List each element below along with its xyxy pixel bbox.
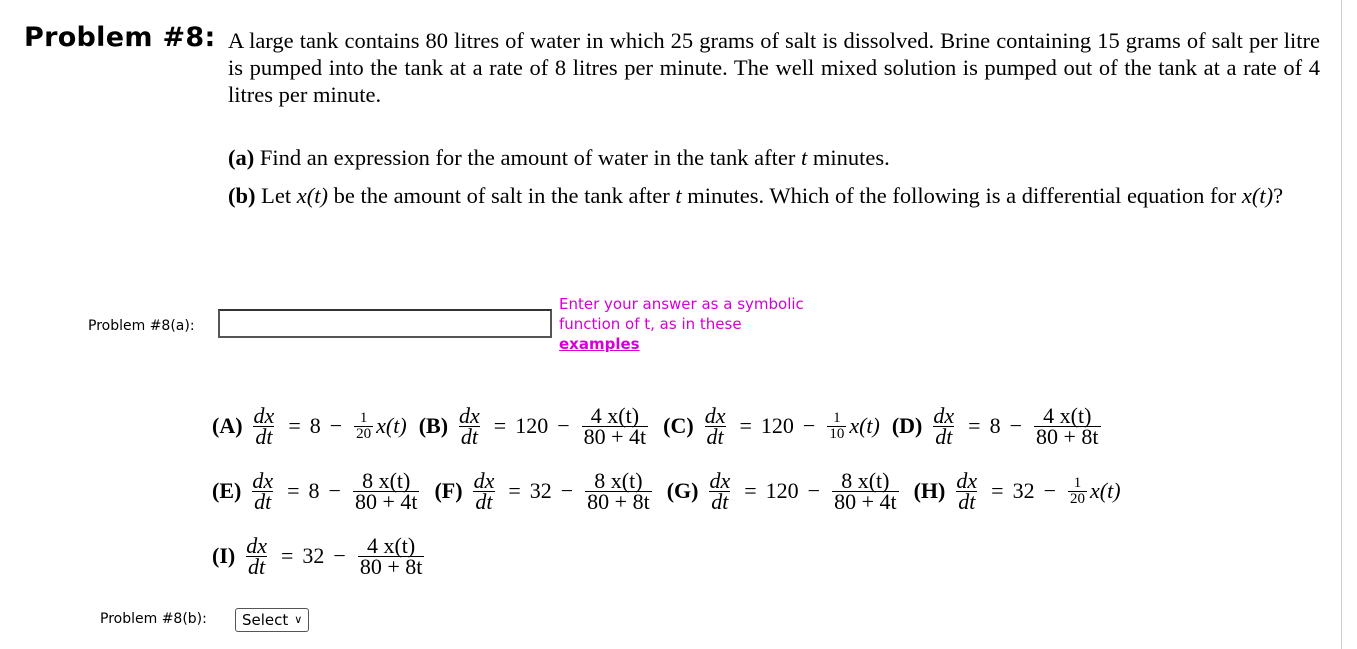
choice-denominator: 20 xyxy=(1069,490,1085,507)
problem-title: Problem #8: xyxy=(24,22,216,53)
derivative-denominator: dt xyxy=(711,488,729,514)
choice-numerator: 4 x(t) xyxy=(366,532,416,558)
choice-label: (B) xyxy=(418,413,449,438)
derivative-denominator: dt xyxy=(935,423,953,449)
part-b-text4: ? xyxy=(1273,183,1284,208)
minus-sign: − xyxy=(1009,413,1022,438)
part-a-question xyxy=(228,144,1320,171)
choice-row xyxy=(212,530,1133,582)
equals-sign: = xyxy=(493,413,507,438)
equals-sign: = xyxy=(508,478,521,503)
equals-sign: = xyxy=(968,413,981,438)
derivative-denominator: dt xyxy=(706,423,724,449)
derivative-fraction xyxy=(244,532,269,579)
choice-tail: x(t) xyxy=(376,413,407,438)
choice-option xyxy=(913,467,1121,514)
choice-constant: 8 xyxy=(308,478,320,503)
choice-numerator: 4 x(t) xyxy=(1043,402,1092,428)
choice-numerator: 4 x(t) xyxy=(590,402,640,428)
choice-fraction xyxy=(832,467,899,514)
derivative-fraction xyxy=(457,402,482,449)
derivative-numerator: dx xyxy=(709,467,731,493)
choice-numerator: 1 xyxy=(833,409,841,426)
choice-numerator: 8 x(t) xyxy=(841,467,890,493)
choice-option xyxy=(666,467,902,514)
choice-fraction xyxy=(1034,402,1101,449)
minus-sign: − xyxy=(802,413,816,438)
minus-sign: − xyxy=(328,478,341,503)
choice-denominator: 20 xyxy=(356,425,372,442)
part-a-text-before: Find an expression for the amount of water in the tank after xyxy=(259,145,801,170)
minus-sign: − xyxy=(557,413,570,438)
choice-constant: 120 xyxy=(760,413,794,438)
part-b-label: (b) xyxy=(228,183,256,208)
choice-option xyxy=(418,402,651,449)
choice-constant: 120 xyxy=(765,478,799,503)
derivative-fraction xyxy=(252,402,277,449)
part-b-xt: x(t) xyxy=(296,183,328,208)
choice-denominator: 80 + 8t xyxy=(587,488,650,514)
minus-sign: − xyxy=(560,478,574,503)
choice-denominator: 80 + 4t xyxy=(354,488,418,514)
derivative-numerator: dx xyxy=(956,467,978,493)
part-a-label: (a) xyxy=(228,145,255,170)
examples-link[interactable]: examples xyxy=(559,335,640,353)
answer-b-label: Problem #8(b): xyxy=(100,611,207,627)
choice-tail: x(t) xyxy=(849,413,880,438)
choice-fraction xyxy=(358,532,425,579)
derivative-fraction xyxy=(954,467,979,514)
choice-option xyxy=(434,467,654,514)
derivative-denominator: dt xyxy=(475,488,493,514)
choice-constant: 32 xyxy=(1012,478,1035,503)
choice-option xyxy=(212,467,422,514)
choice-numerator: 1 xyxy=(1073,474,1082,491)
choice-label: (E) xyxy=(212,478,242,503)
derivative-numerator: dx xyxy=(246,532,267,558)
choice-option xyxy=(663,402,880,449)
choice-fraction xyxy=(354,411,373,442)
choice-label: (C) xyxy=(663,413,694,438)
derivative-fraction xyxy=(250,467,275,514)
derivative-numerator: dx xyxy=(473,467,495,493)
choice-denominator: 80 + 4t xyxy=(583,423,647,449)
choice-option xyxy=(212,532,427,579)
derivative-fraction xyxy=(703,402,728,449)
choice-option xyxy=(891,402,1104,449)
problem-statement: A large tank contains 80 litres of water in which 25 grams of salt is dissolved. Brine containing 15 grams of salt per litre is pumped into the tank at a rate of 8 litres per minute. The well mixed solution is pumped out of the tank at a rate of 4 litres per minute. xyxy=(228,28,1320,107)
choice-numerator: 8 x(t) xyxy=(594,467,643,493)
derivative-numerator: dx xyxy=(933,402,955,428)
minus-sign: − xyxy=(329,413,343,438)
derivative-numerator: dx xyxy=(459,402,480,428)
choice-fraction xyxy=(585,467,652,514)
select-value: Select xyxy=(242,611,289,629)
part-b-xt-2: x(t) xyxy=(1241,183,1274,208)
choice-denominator: 80 + 8t xyxy=(1036,423,1099,449)
choice-label: (D) xyxy=(891,413,923,438)
answer-a-input[interactable] xyxy=(218,309,552,338)
choice-row xyxy=(212,465,1133,517)
choice-label: (H) xyxy=(913,478,946,503)
part-a-text-after: minutes. xyxy=(807,145,890,170)
choice-tail: x(t) xyxy=(1089,478,1121,503)
equals-sign: = xyxy=(991,478,1004,503)
derivative-denominator: dt xyxy=(460,423,478,449)
derivative-fraction xyxy=(707,467,732,514)
minus-sign: − xyxy=(333,543,346,568)
part-b-question xyxy=(228,182,1320,209)
derivative-numerator: dx xyxy=(252,467,274,493)
chevron-down-icon: ∨ xyxy=(294,613,303,626)
equals-sign: = xyxy=(287,478,300,503)
derivative-denominator: dt xyxy=(958,488,976,514)
choice-label: (I) xyxy=(212,543,236,568)
choice-denominator: 80 + 8t xyxy=(359,553,423,579)
choice-constant: 8 xyxy=(989,413,1001,438)
choice-fraction xyxy=(827,411,846,442)
derivative-denominator: dt xyxy=(248,553,266,579)
minus-sign: − xyxy=(807,478,821,503)
choices-list xyxy=(212,400,1133,595)
answer-a-label: Problem #8(a): xyxy=(88,318,195,334)
part-b-var: t xyxy=(675,183,682,208)
choice-constant: 120 xyxy=(515,413,549,438)
choice-fraction xyxy=(582,402,649,449)
part-b-text1: Let xyxy=(261,183,297,208)
minus-sign: − xyxy=(1043,478,1056,503)
choice-fraction xyxy=(353,467,420,514)
derivative-fraction xyxy=(472,467,497,514)
choice-label: (F) xyxy=(434,478,463,503)
derivative-denominator: dt xyxy=(254,488,272,514)
equals-sign: = xyxy=(739,413,752,438)
choice-row xyxy=(212,400,1133,452)
choice-denominator: 80 + 4t xyxy=(834,488,897,514)
choice-numerator: 8 x(t) xyxy=(362,467,411,493)
part-b-text3: minutes. Which of the following is a differential equation for xyxy=(681,183,1242,208)
choice-label: (G) xyxy=(666,478,699,503)
choice-constant: 8 xyxy=(309,413,321,438)
choice-constant: 32 xyxy=(302,543,325,568)
choice-label: (A) xyxy=(212,413,243,438)
choice-numerator: 1 xyxy=(359,409,368,426)
part-b-text2: be the amount of salt in the tank after xyxy=(327,183,676,208)
right-divider xyxy=(1341,0,1342,649)
answer-hint-text: Enter your answer as a symbolic function of t, as in these xyxy=(559,295,804,333)
derivative-denominator: dt xyxy=(255,423,273,449)
derivative-numerator: dx xyxy=(253,402,275,428)
equals-sign: = xyxy=(280,543,294,568)
choice-option xyxy=(212,402,407,449)
answer-b-select[interactable] xyxy=(235,608,309,632)
choice-denominator: 10 xyxy=(829,425,845,442)
derivative-numerator: dx xyxy=(704,402,726,428)
choice-fraction xyxy=(1068,476,1087,507)
equals-sign: = xyxy=(288,413,301,438)
part-a-var: t xyxy=(800,145,808,170)
choice-constant: 32 xyxy=(529,478,552,503)
derivative-fraction xyxy=(931,402,956,449)
equals-sign: = xyxy=(744,478,757,503)
answer-hint xyxy=(559,294,849,354)
